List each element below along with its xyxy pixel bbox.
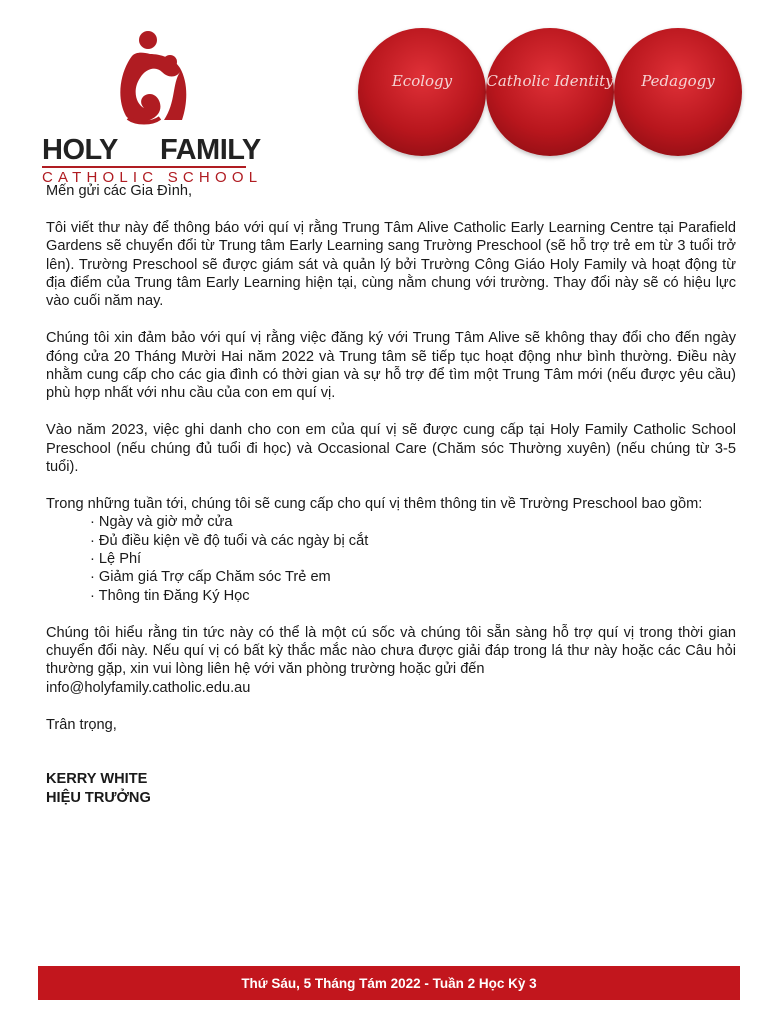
footer-bar	[38, 966, 740, 1000]
pillar-pedagogy	[614, 28, 742, 156]
closing: Trân trọng,	[46, 716, 117, 733]
school-logo	[42, 28, 263, 186]
info-list	[46, 513, 736, 605]
holy-family-figure-icon	[102, 28, 192, 126]
logo-word-family: FAMILY	[160, 134, 261, 166]
paragraph-2023-enrolment: Vào năm 2023, việc ghi danh cho con em của quí vị sẽ được cung cấp tại Holy Family Catholic School Preschool (nếu chúng đủ tuổi đi học) và Occasional Care (Chăm sóc Thường xuyên) (nếu chúng từ 3-5 tuổi).	[46, 422, 736, 476]
pillar-label: Pedagogy	[641, 72, 715, 90]
contact-email: info@holyfamily.catholic.edu.au	[46, 679, 251, 696]
list-item: · Ngày và giờ mở cửa	[90, 513, 736, 531]
paragraph-enrolment-assurance: Chúng tôi xin đảm bảo với quí vị rằng việc đăng ký với Trung Tâm Alive sẽ không thay đổi cho đến ngày đóng cửa 20 Tháng Mười Hai năm 2022 và Trung tâm sẽ tiếp tục hoạt động như bình thường. Điều này nhằm cung cấp cho các gia đình có thời gian và sự hỗ trợ để tìm một Trung Tâm mới (nếu được yêu cầu) phù hợp nhất với nhu cầu của con em quí vị.	[46, 330, 736, 402]
pillar-catholic-identity	[486, 28, 614, 156]
logo-word-holy: HOLY	[42, 134, 118, 166]
paragraph-announcement: Tôi viết thư này để thông báo với quí vị rằng Trung Tâm Alive Catholic Early Learning Centre tại Parafield Gardens sẽ chuyển đổi từ Trung tâm Early Learning sang Trường Preschool (sẽ hỗ trợ trẻ em từ 3 tuổi trở lên). Trường Preschool sẽ được giám sát và quản lý bởi Trường Công Giáo Holy Family và hoạt động từ địa điểm của Trung tâm Early Learning hiện tại, cùng nằm chung với trường. Thay đổi này sẽ có hiệu lực vào cuối năm nay.	[46, 219, 736, 310]
signer-name: KERRY WHITE	[46, 771, 148, 788]
pillar-label: Catholic Identity	[486, 72, 614, 90]
letter-body	[46, 182, 736, 808]
logo-subtitle: CATHOLIC SCHOOL	[42, 169, 263, 186]
list-item: · Thông tin Đăng Ký Học	[90, 587, 736, 605]
signature-block	[46, 770, 736, 808]
pillar-ecology	[358, 28, 486, 156]
greeting: Mến gửi các Gia Đình,	[46, 183, 193, 199]
list-item: · Đủ điều kiện về độ tuổi và các ngày bị cắt	[90, 532, 736, 550]
logo-divider	[42, 166, 246, 168]
pillar-label: Ecology	[391, 72, 453, 90]
list-item: · Giảm giá Trợ cấp Chăm sóc Trẻ em	[90, 568, 736, 586]
signer-title: HIỆU TRƯỞNG	[46, 790, 151, 807]
footer-date: Thứ Sáu, 5 Tháng Tám 2022 - Tuần 2 Học Kỳ 3	[241, 975, 537, 991]
paragraph-support: Chúng tôi hiểu rằng tin tức này có thể là một cú sốc và chúng tôi sẵn sàng hỗ trợ quí vị trong thời gian chuyển đổi này. Nếu quí vị có bất kỳ thắc mắc nào chưa được giải đáp trong lá thư này hoặc các Câu hỏi thường gặp, xin vui lòng liên hệ với văn phòng trường hoặc gửi đến	[46, 624, 736, 678]
list-item: · Lệ Phí	[90, 550, 736, 568]
paragraph-upcoming-info: Trong những tuần tới, chúng tôi sẽ cung cấp cho quí vị thêm thông tin về Trường Preschool bao gồm:	[46, 495, 703, 512]
pillar-circles	[358, 28, 758, 162]
